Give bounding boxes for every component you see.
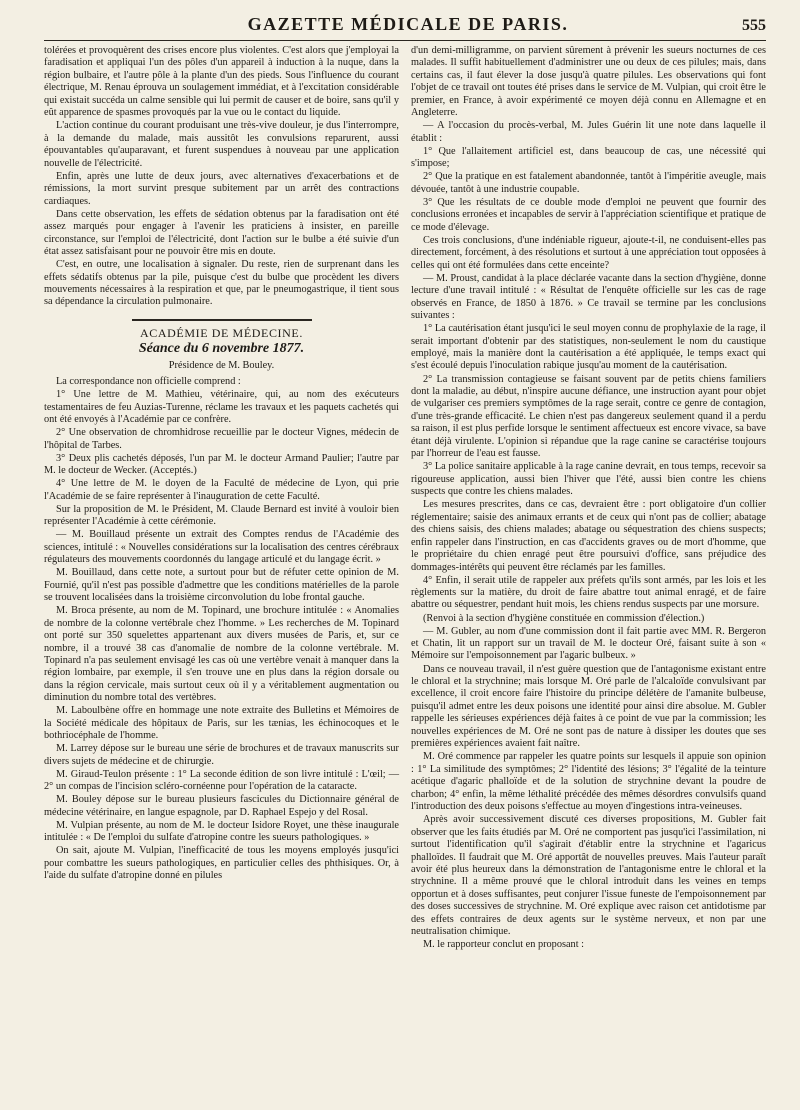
presidency-line: Présidence de M. Bouley. — [168, 359, 275, 371]
paragraph: — M. Bouillaud présente un extrait des Comptes rendus de l'Académie des sciences, intitulé : « Nouvelles considérations sur la localisation des centres cérébraux régulateurs des mouvements coordonnés du langage articulé et du langage écrit. » — [44, 529, 399, 566]
paragraph: 4° Une lettre de M. le doyen de la Faculté de médecine de Lyon, qui prie l'Académie de se faire représenter à l'inauguration de cette Faculté. — [44, 478, 399, 502]
section-divider — [132, 319, 312, 321]
paragraph: On sait, ajoute M. Vulpian, l'inefficacité de tous les moyens employés jusqu'ici pour combattre les sueurs pathologiques, en particulier celles des phthisiques. Or, à l'aide du sulfate d'atropine donné en pilules — [44, 845, 399, 882]
paragraph: 1° Que l'allaitement artificiel est, dans beaucoup de cas, une nécessité qui s'impose; — [411, 145, 766, 170]
paragraph: d'un demi-milligramme, on parvient sûrement à prévenir les sueurs nocturnes de ces malades. Il suffit habituellement d'administrer une ou deux de ces pilules; mais, dans certains cas, il faut élever la dose jusqu'à quatre pilules. Les observations qui font l'objet de ce travail ont toutes été prises dans le service de M. Vulpian, qui croit être le premier, en France, à avoir expérimenté ce moyen déjà connu en Allemagne et en Angleterre. — [411, 45, 766, 119]
paragraph: 3° La police sanitaire applicable à la rage canine devrait, en tous temps, recevoir sa rigoureuse application, aussi bien l'hiver que l'été, aussi bien contre les chiens suspects que contre les chiens malades. — [411, 461, 766, 498]
paragraph: — M. Gubler, au nom d'une commission dont il fait partie avec MM. R. Bergeron et Chatin, lit un rapport sur un travail de M. le docteur Oré, faisant suite à son « Mémoire sur l'empoisonnement par l'agaric bulbeux. » — [411, 625, 766, 662]
paragraph: M. Broca présente, au nom de M. Topinard, une brochure intitulée : « Anomalies de nombre de la colonne vertébrale chez l'homme. » Les recherches de M. Topinard ont porté sur 350 squelettes appartenant aux divers musées de Paris, et, sur ce nombre, il a trouvé 38 cas d'anomalie de nombre de la colonne vertébrale. M. Topinard n'a pas seulement envisagé les cas où une vertèbre venait à manquer dans la région lombaire, par exemple, il s'en trouve une en plus dans la région dorsale ou dans la région cervicale, mais surtout ceux où il y a véritablement augmentation ou diminution du nombre total des vertèbres. — [44, 605, 399, 704]
paragraph: M. Giraud-Teulon présente : 1° La seconde édition de son livre intitulé : L'œil; — 2° un compas de l'incision scléro-cornéenne pour l'opération de la cataracte. — [44, 768, 399, 793]
paragraph: 2° Que la pratique en est fatalement abandonnée, tantôt à l'impéritie aveugle, mais dévouée, tantôt à une industrie coupable. — [411, 171, 766, 195]
paragraph: Les mesures prescrites, dans ce cas, devraient être : port obligatoire d'un collier réglementaire; saisie des animaux errants et de ceux qui n'ont pas de collier; abatage des chiens saisis, des chiens malades; abatage ou séquestration des chiens suspects; enfin rappeler dans l'instruction, en cas d'accidents graves ou de mort d'homme, que le propriétaire du chien enragé peut être poursuivi d'office, sans préjudice des dommages-intérêts qui peuvent être réclamés par les familles. — [411, 499, 766, 573]
paragraph: Après avoir successivement discuté ces diverses propositions, M. Gubler fait observer que les faits étudiés par M. Oré ne comportent pas jusqu'ici l'assimilation, ni surtout l'identification qu'il s'agirait d'établir entre la strychnine et l'agaricus phalloïdes. Il faudrait que M. Oré apportât de nouvelles preuves. Mais l'auteur paraît avoir été plus heureux dans la démonstration de l'antagonisme entre le chloral et la strychnine. Il a même prouvé que le chloral introduit dans les veines en temps opportun et à doses suffisantes, peut conjurer l'issue funeste de l'empoisonnement par des doses successives de strychnine. M. Oré explique avec raison cet antidotisme par des effets contraires de deux agents sur le système nerveux, et non par une neutralisation chimique. — [411, 814, 766, 938]
paragraph: Ces trois conclusions, d'une indéniable rigueur, ajoute-t-il, ne conduisent-elles pas directement, forcément, à des résolutions et surtout à une appréciation tout opposées à celles qui ont été formulées dans cette enceinte? — [411, 234, 766, 271]
paragraph: L'action continue du courant produisant une très-vive douleur, je dus l'interrompre, à la demande du malade, mais aussitôt les convulsions reparurent, aussi épouvantables qu'auparavant, et furent suspendues à nouveau par une application nouvelle de l'électricité. — [44, 120, 399, 169]
paragraph: M. Oré commence par rappeler les quatre points sur lesquels il appuie son opinion : 1° La similitude des symptômes; 2° l'identité des lésions; 3° l'égalité de la teinture acétique d'agaric phalloïde et de la solution de strychnine devant la poudre de charbon; 4° enfin, la même léthalité précédée des mêmes désordres convulsifs quand l'introduction des deux poisons s'effectue au moyen d'ingestions intra-veineuses. — [411, 751, 766, 813]
paragraph: La correspondance non officielle comprend : — [56, 376, 241, 388]
right-column — [411, 45, 766, 952]
paragraph: M. le rapporteur conclut en proposant : — [423, 939, 584, 951]
paragraph: Sur la proposition de M. le Président, M. Claude Bernard est invité à vouloir bien représenter l'Académie à cette cérémonie. — [44, 503, 399, 528]
paragraph: (Renvoi à la section d'hygiène constituée en commission d'élection.) — [423, 612, 705, 624]
paragraph: M. Bouillaud, dans cette note, a surtout pour but de réfuter cette opinion de M. Fournié, qu'il n'est pas possible d'admettre que les conditions matérielles de la parole se trouvent localisées dans la troisième circonvolution du lobe frontal gauche. — [44, 567, 399, 604]
paragraph: — A l'occasion du procès-verbal, M. Jules Guérin lit une note dans laquelle il établit : — [411, 120, 766, 144]
text-columns — [44, 45, 766, 952]
paragraph: 3° Deux plis cachetés déposés, l'un par M. le docteur Armand Paulier; l'autre par M. le docteur de Wecker. (Acceptés.) — [44, 452, 399, 477]
page-number: 555 — [742, 17, 766, 34]
paragraph: M. Bouley dépose sur le bureau plusieurs fascicules du Dictionnaire général de médecine vétérinaire, en langue espagnole, par D. Raphael Espejo y del Rosal. — [44, 794, 399, 818]
paragraph: 1° La cautérisation étant jusqu'ici le seul moyen connu de prophylaxie de la rage, il serait important d'obtenir par des statistiques, non-seulement le nom du caustique employé, mais la manière dont la cautérisation a été appliquée, le temps exact qui s'est écoulé depuis l'inoculation rabique jusqu'au moment de la cautérisation. — [411, 323, 766, 372]
session-title: Séance du 6 novembre 1877. — [138, 341, 305, 357]
paragraph: Dans cette observation, les effets de sédation obtenus par la faradisation ont été assez marqués pour engager à l'avenir les praticiens à insister, en pareille circonstance, sur l'emploi de l'électricité, dont l'action sur le bulbe a été suivie d'un état assez satisfaisant pour ne pouvoir être mis en doute. — [44, 208, 399, 258]
paragraph: 3° Que les résultats de ce double mode d'emploi ne peuvent que fournir des conclusions erronées et incapables de servir à l'appréciation scientifique et pratique de ce mode d'élevage. — [411, 196, 766, 233]
paragraph: M. Larrey dépose sur le bureau une série de brochures et de travaux manuscrits sur divers sujets de médecine et de chirurgie. — [44, 743, 399, 767]
paragraph: — M. Proust, candidat à la place déclarée vacante dans la section d'hygiène, donne lecture d'une travail intitulé : « Résultat de l'enquête officielle sur les cas de rage observés en France, de 1850 à 1876. » Ce travail se termine par les conclusions suivantes : — [411, 272, 766, 322]
paragraph: 2° La transmission contagieuse se faisant souvent par de petits chiens familiers dont la maladie, au début, n'inspire aucune défiance, une instruction ayant pour objet de vulgariser ces premiers symptômes de la rage serait, contre ce genre de contagion, d'une très-grande efficacité. Le chien n'est pas dangereux seulement quand il a perdu sa raison, il est plus perfide lorsque le sentiment affectueux est encore vivace, sa bave étant déjà virulente. L'opinion si répandue que la rage canine se caractérise toujours par l'horreur de l'eau est fausse. — [411, 373, 766, 460]
paragraph: M. Vulpian présente, au nom de M. le docteur Isidore Royet, une thèse inaugurale intitulée : « De l'emploi du sulfate d'atropine contre les sueurs pathologiques. » — [44, 819, 399, 844]
paragraph: C'est, en outre, une localisation à signaler. Du reste, rien de surprenant dans les effets sédatifs obtenus par la pile, puisque c'est du bulbe que procèdent les divers mouvements nécessaires à la respiration et que, par le pneumogastrique, il tient sous sa dépendance la circulation pulmonaire. — [44, 259, 399, 308]
paragraph: Enfin, après une lutte de deux jours, avec alternatives d'exacerbations et de rémissions, la mort survint presque subitement par un arrêt des contractions cardiaques. — [44, 170, 399, 207]
section-title: ACADÉMIE DE MÉDECINE. — [140, 325, 303, 340]
running-header — [44, 14, 766, 38]
header-rule — [44, 40, 766, 41]
journal-title: GAZETTE MÉDICALE DE PARIS. — [247, 14, 569, 34]
paragraph: 2° Une observation de chromhidrose recueillie par le docteur Vignes, médecin de l'hôpital de Tarbes. — [44, 427, 399, 451]
paragraph: M. Laboulbène offre en hommage une note extraite des Bulletins et Mémoires de la Société médicale des hôpitaux de Paris, sur les tænias, les échinocoques et le bothriocéphale de l'homme. — [44, 705, 399, 742]
paragraph: 1° Une lettre de M. Mathieu, vétérinaire, qui, au nom des exécuteurs testamentaires de feu Auzias-Turenne, réclame les travaux et les paquets cachetés qui ont été envoyés à l'Académie par ce confrère. — [44, 389, 399, 426]
paragraph: 4° Enfin, il serait utile de rappeler aux préfets qu'ils sont armés, par les lois et les règlements sur la matière, du droit de faire abattre tout animal enragé, et de faire abattre ou séquestrer, pendant huit mois, les chiens rendus suspects par une morsure. — [411, 574, 766, 611]
paragraph: tolérées et provoquèrent des crises encore plus violentes. C'est alors que j'employai la faradisation et appliquai l'un des pôles d'un appareil à induction à la nuque, dans la région bulbaire, et l'autre pôle à la plante d'un des pieds. Sous l'influence du courant électrique, M. Renau éprouva un soulagement immédiat, et à l'excitation considérable qui existait succéda un calme sensible qui lui permit de causer et de boire, sans qu'il y eût apparence de spasmes provoqués par la vue ou le contact du liquide. — [44, 45, 399, 119]
paragraph: Dans ce nouveau travail, il n'est guère question que de l'antagonisme existant entre le chloral et la strychnine; mais lorsque M. Oré parle de l'alcaloïde convulsivant par excellence, il croit encore faire l'histoire du principe délétère de l'amanite bulbeuse, puisqu'il admet entre les deux poisons une identité pour ainsi dire absolue. M. Gubler rappelle les sérieuses expériences déjà faites à ce point de vue par la commission; les nouvelles expériences de M. Oré ne sont pas de nature à dissiper les doutes que ses premières expériences avaient fait naître. — [411, 663, 766, 750]
left-column — [44, 45, 399, 952]
